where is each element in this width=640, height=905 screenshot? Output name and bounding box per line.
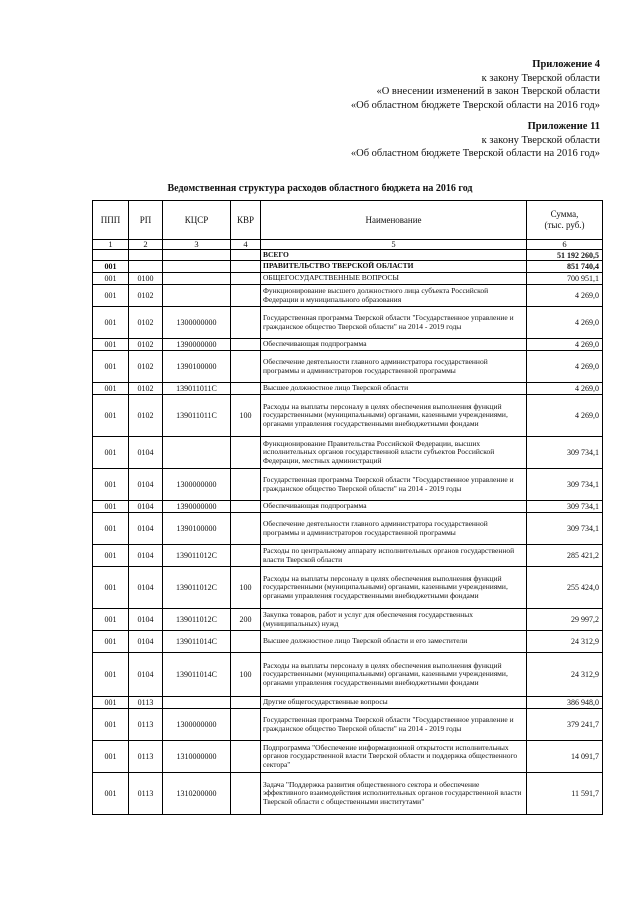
cell-kcsr	[163, 261, 231, 273]
table-row	[93, 697, 603, 709]
cell-kvr	[231, 250, 261, 261]
cell-kcsr: 1310000000	[163, 741, 231, 773]
col-number: 5	[261, 240, 527, 250]
cell-rp: 0113	[129, 709, 163, 741]
table-row	[93, 339, 603, 351]
table-row	[93, 395, 603, 437]
cell-sum: 255 424,0	[527, 567, 603, 609]
appendix-4-title: Приложение 4	[532, 59, 600, 70]
cell-kvr	[231, 383, 261, 395]
cell-kvr	[231, 261, 261, 273]
cell-name: Расходы по центральному аппарату исполнительных органов государственной власти Тверской области	[261, 545, 527, 567]
cell-sum: 386 948,0	[527, 697, 603, 709]
appendix-11-line2: «Об областном бюджете Тверской области на 2016 год»	[350, 148, 600, 159]
cell-rp: 0113	[129, 773, 163, 815]
cell-ppp: 001	[93, 285, 129, 307]
cell-sum: 4 269,0	[527, 383, 603, 395]
cell-rp: 0104	[129, 567, 163, 609]
document-title: Ведомственная структура расходов областного бюджета на 2016 год	[167, 183, 473, 194]
cell-rp: 0104	[129, 609, 163, 631]
col-header-sum: Сумма, (тыс. руб.)	[527, 201, 603, 240]
cell-kvr	[231, 339, 261, 351]
cell-kcsr: 1390100000	[163, 351, 231, 383]
cell-rp: 0102	[129, 307, 163, 339]
table-row	[93, 307, 603, 339]
cell-ppp: 001	[93, 545, 129, 567]
cell-name: Другие общегосударственные вопросы	[261, 697, 527, 709]
cell-rp: 0102	[129, 285, 163, 307]
cell-kvr	[231, 285, 261, 307]
cell-ppp: 001	[93, 469, 129, 501]
cell-ppp: 001	[93, 273, 129, 285]
cell-kcsr	[163, 437, 231, 469]
cell-sum: 14 091,7	[527, 741, 603, 773]
cell-sum: 4 269,0	[527, 285, 603, 307]
cell-rp	[129, 261, 163, 273]
cell-name: ПРАВИТЕЛЬСТВО ТВЕРСКОЙ ОБЛАСТИ	[261, 261, 527, 273]
cell-kvr	[231, 351, 261, 383]
cell-sum: 11 591,7	[527, 773, 603, 815]
cell-kvr	[231, 545, 261, 567]
col-number: 1	[93, 240, 129, 250]
col-header-kvr: КВР	[231, 201, 261, 240]
table-row	[93, 250, 603, 261]
cell-kvr	[231, 513, 261, 545]
cell-kvr	[231, 631, 261, 653]
cell-rp: 0102	[129, 339, 163, 351]
cell-ppp: 001	[93, 609, 129, 631]
cell-ppp: 001	[93, 395, 129, 437]
cell-kcsr: 1300000000	[163, 307, 231, 339]
cell-rp: 0113	[129, 697, 163, 709]
appendix-11-title: Приложение 11	[527, 121, 600, 132]
cell-kcsr: 1390000000	[163, 501, 231, 513]
cell-kcsr: 139011012C	[163, 567, 231, 609]
appendix-4-line3: «Об областном бюджете Тверской области на 2016 год»	[350, 99, 600, 111]
col-number: 4	[231, 240, 261, 250]
cell-kvr: 100	[231, 567, 261, 609]
table-row	[93, 273, 603, 285]
cell-ppp: 001	[93, 339, 129, 351]
cell-rp: 0102	[129, 351, 163, 383]
table-row	[93, 773, 603, 815]
col-number: 3	[163, 240, 231, 250]
cell-ppp: 001	[93, 709, 129, 741]
cell-kvr	[231, 273, 261, 285]
table-row	[93, 741, 603, 773]
cell-sum: 24 312,9	[527, 653, 603, 697]
cell-ppp: 001	[93, 513, 129, 545]
cell-kcsr: 139011011C	[163, 383, 231, 395]
cell-kvr	[231, 469, 261, 501]
cell-name: Обеспечивающая подпрограмма	[261, 501, 527, 513]
table-row	[93, 545, 603, 567]
cell-sum: 309 734,1	[527, 501, 603, 513]
cell-sum: 29 997,2	[527, 609, 603, 631]
cell-kvr	[231, 697, 261, 709]
col-number: 6	[527, 240, 603, 250]
cell-kcsr: 139011014C	[163, 653, 231, 697]
cell-ppp: 001	[93, 383, 129, 395]
cell-rp: 0104	[129, 437, 163, 469]
cell-ppp: 001	[93, 351, 129, 383]
cell-name: ОБЩЕГОСУДАРСТВЕННЫЕ ВОПРОСЫ	[261, 273, 527, 285]
cell-ppp: 001	[93, 741, 129, 773]
cell-rp: 0104	[129, 501, 163, 513]
cell-name: Подпрограмма "Обеспечение информационной открытости исполнительных органов государственной власти Тверской области и поддержка общественного сектора"	[261, 741, 527, 773]
cell-sum: 285 421,2	[527, 545, 603, 567]
cell-kcsr: 139011014C	[163, 631, 231, 653]
table-row	[93, 469, 603, 501]
cell-ppp: 001	[93, 307, 129, 339]
appendix-4-line1: к закону Тверской области	[481, 72, 600, 84]
table-body	[93, 250, 603, 815]
cell-name: ВСЕГО	[261, 250, 527, 261]
cell-rp: 0104	[129, 469, 163, 501]
table-row	[93, 383, 603, 395]
table-row	[93, 513, 603, 545]
cell-kcsr: 1390100000	[163, 513, 231, 545]
cell-sum: 309 734,1	[527, 513, 603, 545]
table-header-row	[93, 201, 603, 240]
cell-rp: 0104	[129, 653, 163, 697]
cell-kvr	[231, 773, 261, 815]
table-row	[93, 631, 603, 653]
cell-ppp: 001	[93, 261, 129, 273]
cell-ppp: 001	[93, 773, 129, 815]
cell-rp: 0104	[129, 631, 163, 653]
cell-kvr	[231, 307, 261, 339]
cell-name: Высшее должностное лицо Тверской области и его заместители	[261, 631, 527, 653]
cell-ppp: 001	[93, 501, 129, 513]
table-row	[93, 653, 603, 697]
cell-kvr: 200	[231, 609, 261, 631]
cell-name: Расходы на выплаты персоналу в целях обеспечения выполнения функций государственными (муниципальными) органами, казенными учреждениями, органами управления государственными внебюджетными фондами	[261, 653, 527, 697]
cell-kvr	[231, 709, 261, 741]
appendix-11-header	[351, 120, 600, 161]
cell-kvr	[231, 437, 261, 469]
cell-rp: 0104	[129, 513, 163, 545]
cell-kvr	[231, 741, 261, 773]
column-number-row	[93, 240, 603, 250]
cell-sum: 4 269,0	[527, 339, 603, 351]
cell-ppp: 001	[93, 437, 129, 469]
cell-ppp: 001	[93, 631, 129, 653]
table-row	[93, 351, 603, 383]
cell-kcsr	[163, 697, 231, 709]
col-header-name: Наименование	[261, 201, 527, 240]
cell-name: Высшее должностное лицо Тверской области	[261, 383, 527, 395]
cell-kcsr	[163, 273, 231, 285]
table-row	[93, 567, 603, 609]
cell-kcsr: 139011012C	[163, 545, 231, 567]
cell-name: Закупка товаров, работ и услуг для обеспечения государственных (муниципальных) нужд	[261, 609, 527, 631]
cell-name: Государственная программа Тверской области "Государственное управление и гражданское общество Тверской области" на 2014 - 2019 годы	[261, 307, 527, 339]
table-row	[93, 437, 603, 469]
table-row	[93, 261, 603, 273]
cell-name: Расходы на выплаты персоналу в целях обеспечения выполнения функций государственными (муниципальными) органами, казенными учреждениями, органами управления государственными внебюджетными фондами	[261, 567, 527, 609]
appendix-4-line2: «О внесении изменений в закон Тверской области	[376, 86, 600, 97]
cell-ppp: 001	[93, 697, 129, 709]
table-row	[93, 501, 603, 513]
cell-sum: 309 734,1	[527, 469, 603, 501]
col-number: 2	[129, 240, 163, 250]
cell-name: Обеспечивающая подпрограмма	[261, 339, 527, 351]
cell-name: Обеспечение деятельности главного администратора государственной программы и администраторов государственной программы	[261, 351, 527, 383]
cell-kvr: 100	[231, 395, 261, 437]
expenditure-table	[92, 200, 603, 815]
cell-name: Обеспечение деятельности главного администратора государственной программы и администраторов государственной программы	[261, 513, 527, 545]
cell-sum: 4 269,0	[527, 351, 603, 383]
col-header-kcsr: КЦСР	[163, 201, 231, 240]
cell-kcsr	[163, 250, 231, 261]
cell-sum: 309 734,1	[527, 437, 603, 469]
table-row	[93, 609, 603, 631]
cell-sum: 24 312,9	[527, 631, 603, 653]
cell-ppp: 001	[93, 653, 129, 697]
cell-kcsr	[163, 285, 231, 307]
cell-name: Задача "Поддержка развития общественного сектора и обеспечение эффективного взаимодействия исполнительных органов государственной власти Тверской области с общественными институтами"	[261, 773, 527, 815]
cell-rp: 0102	[129, 383, 163, 395]
appendix-11-line1: к закону Тверской области	[481, 134, 600, 146]
cell-kvr: 100	[231, 653, 261, 697]
cell-name: Расходы на выплаты персоналу в целях обеспечения выполнения функций государственными (муниципальными) органами, казенными учреждениями, органами управления государственными внебюджетными фондами	[261, 395, 527, 437]
cell-rp: 0100	[129, 273, 163, 285]
cell-kcsr: 1300000000	[163, 469, 231, 501]
cell-sum: 4 269,0	[527, 307, 603, 339]
cell-kvr	[231, 501, 261, 513]
cell-rp: 0104	[129, 545, 163, 567]
cell-rp: 0113	[129, 741, 163, 773]
cell-kcsr: 139011011C	[163, 395, 231, 437]
appendix-4-header	[351, 58, 600, 112]
cell-rp	[129, 250, 163, 261]
table-row	[93, 709, 603, 741]
table-row	[93, 285, 603, 307]
cell-name: Функционирование Правительства Российской Федерации, высших исполнительных органов государственной власти субъектов Российской Федерации, местных администраций	[261, 437, 527, 469]
cell-rp: 0102	[129, 395, 163, 437]
cell-sum: 851 740,4	[527, 261, 603, 273]
cell-sum: 4 269,0	[527, 395, 603, 437]
col-header-rp: РП	[129, 201, 163, 240]
cell-sum: 379 241,7	[527, 709, 603, 741]
cell-sum: 700 951,1	[527, 273, 603, 285]
cell-kcsr: 1300000000	[163, 709, 231, 741]
cell-name: Функционирование высшего должностного лица субъекта Российской Федерации и муниципального образования	[261, 285, 527, 307]
cell-kcsr: 139011012C	[163, 609, 231, 631]
cell-ppp: 001	[93, 567, 129, 609]
col-header-ppp: ППП	[93, 201, 129, 240]
cell-name: Государственная программа Тверской области "Государственное управление и гражданское общество Тверской области" на 2014 - 2019 годы	[261, 709, 527, 741]
cell-kcsr: 1390000000	[163, 339, 231, 351]
cell-ppp	[93, 250, 129, 261]
cell-sum: 51 192 260,5	[527, 250, 603, 261]
cell-name: Государственная программа Тверской области "Государственное управление и гражданское общество Тверской области" на 2014 - 2019 годы	[261, 469, 527, 501]
cell-kcsr: 1310200000	[163, 773, 231, 815]
